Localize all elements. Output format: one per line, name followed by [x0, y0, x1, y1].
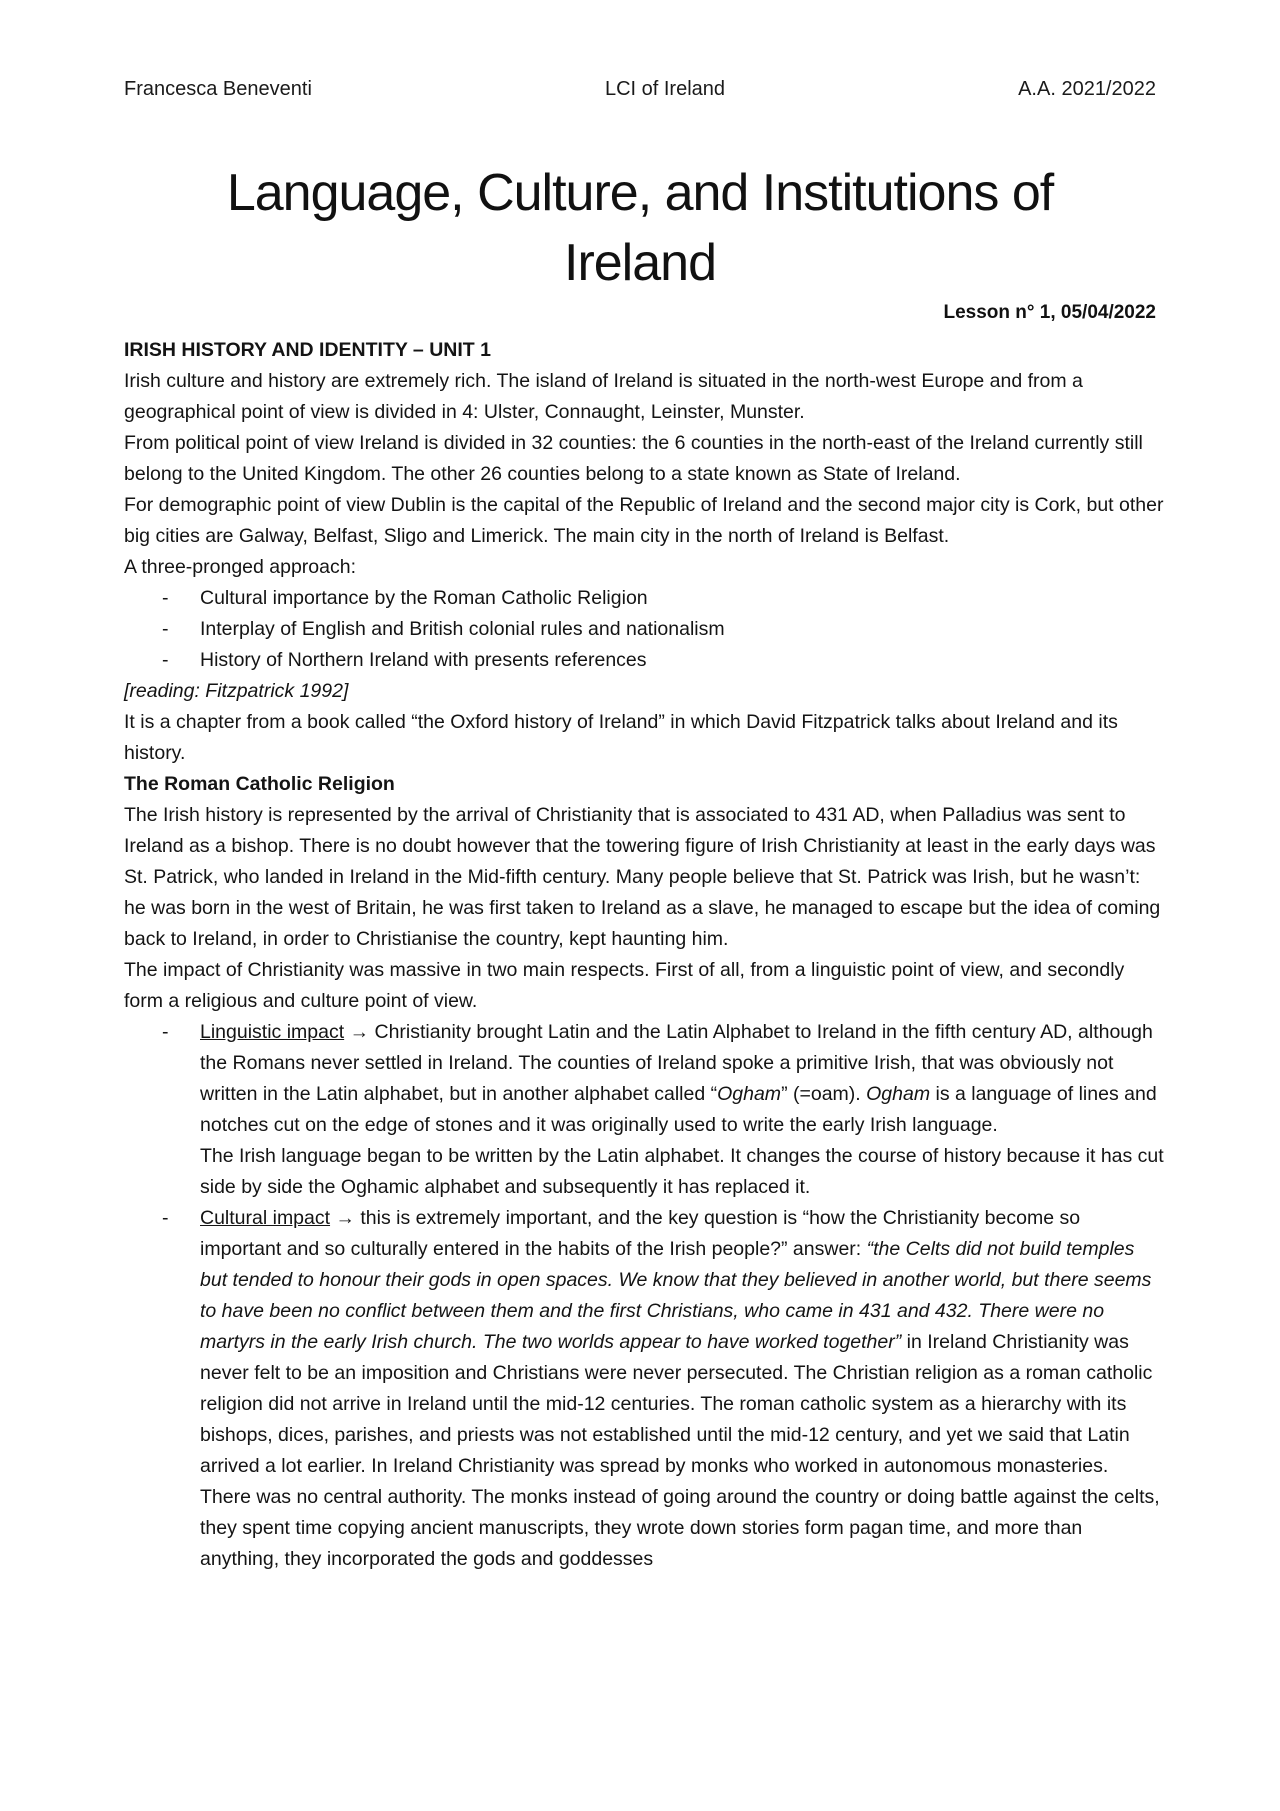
page-header	[124, 78, 1156, 101]
linguistic-impact-label: Linguistic impact	[200, 1021, 345, 1043]
section-heading: IRISH HISTORY AND IDENTITY – UNIT 1	[124, 339, 491, 361]
arrow-icon: →	[335, 1207, 355, 1229]
paragraph-approach-intro: A three-pronged approach:	[124, 556, 357, 578]
header-course: LCI of Ireland	[604, 78, 726, 100]
document-body	[124, 335, 1164, 1575]
ogham-term: Ogham	[717, 1083, 782, 1105]
paragraph-geography: Irish culture and history are extremely rich. The island of Ireland is situated in the north-west Europe and from a geographical point of view is divided in 4: Ulster, Connaught, Leinster, Munster.	[124, 370, 1083, 423]
header-year: A.A. 2021/2022	[1018, 78, 1156, 100]
title-line-2: Ireland	[564, 234, 716, 292]
approach-list	[124, 583, 1164, 676]
bullet-dash: -	[162, 618, 169, 640]
lesson-date: Lesson n° 1, 05/04/2022	[943, 302, 1156, 323]
list-item-cultural-impact	[124, 1203, 1164, 1575]
bullet-dash: -	[162, 649, 169, 671]
list-item-text: History of Northern Ireland with presents references	[200, 649, 647, 671]
arrow-icon: →	[349, 1021, 370, 1043]
list-item-text: Cultural importance by the Roman Catholic Religion	[200, 587, 648, 609]
cultural-impact-label: Cultural impact	[200, 1207, 331, 1229]
header-author: Francesca Beneventi	[124, 78, 312, 100]
cultural-text-a: this is extremely important, and the key question is “how the Christianity become so important and so culturally entered in the habits of the Irish people?” answer:	[200, 1207, 1081, 1260]
paragraph-politics: From political point of view Ireland is divided in 32 counties: the 6 counties in the north-east of the Ireland currently still belong to the United Kingdom. The other 26 counties belong to a state known as State of Ireland.	[124, 432, 1143, 485]
paragraph-impact-intro: The impact of Christianity was massive in two main respects. First of all, from a linguistic point of view, and secondly form a religious and culture point of view.	[124, 959, 1125, 1012]
subheading-roman-catholic: The Roman Catholic Religion	[124, 773, 395, 795]
list-item-text: Interplay of English and British colonial rules and nationalism	[200, 618, 725, 640]
paragraph-reading-description: It is a chapter from a book called “the Oxford history of Ireland” in which David Fitzpatrick talks about Ireland and its history.	[124, 711, 1118, 764]
list-item	[124, 614, 1164, 645]
cultural-text-b: in Ireland Christianity was never felt to be an imposition and Christians were never persecuted. The Christian religion as a roman catholic religion did not arrive in Ireland until the mid-12 centuries. The roman catholic system as a hierarchy with its bishops, dices, parishes, and priests was not established until the mid-12 century, and yet we said that Latin arrived a lot earlier. In Ireland Christianity was spread by monks who worked in autonomous monasteries. There was no central authority. The monks instead of going around the country or doing battle against the celts, they spent time copying ancient manuscripts, they wrote down stories form pagan time, and more than anything, they incorporated the gods and goddesses	[200, 1331, 1160, 1570]
linguistic-text-b: ” (=oam).	[781, 1083, 867, 1105]
list-item	[124, 645, 1164, 676]
cultural-quote: “the Celts did not build temples but tended to honour their gods in open spaces. We know that they believed in another world, but there seems to have been no conflict between them and the first Christians, who came in 431 and 432. There were no martyrs in the early Irish church. The two worlds appear to have worked together”	[200, 1238, 1152, 1353]
paragraph-christianity-arrival: The Irish history is represented by the arrival of Christianity that is associated to 431 AD, when Palladius was sent to Ireland as a bishop. There is no doubt however that the towering figure of Irish Christianity at least in the early days was St. Patrick, who landed in Ireland in the Mid-fifth century. Many people believe that St. Patrick was Irish, but he wasn’t: he was born in the west of Britain, he was first taken to Ireland as a slave, he managed to escape but the idea of coming back to Ireland, in order to Christianise the country, kept haunting him.	[124, 804, 1161, 950]
linguistic-text-d: The Irish language began to be written by the Latin alphabet. It changes the course of history because it has cut side by side the Oghamic alphabet and subsequently it has replaced it.	[200, 1145, 1164, 1198]
bullet-dash: -	[162, 1021, 169, 1043]
document-title	[124, 158, 1156, 298]
reading-reference: [reading: Fitzpatrick 1992]	[124, 680, 349, 702]
bullet-dash: -	[162, 587, 169, 609]
linguistic-text-c: is a language of lines and notches cut on the edge of stones and it was originally used to write the early Irish language.	[200, 1083, 1157, 1136]
bullet-dash: -	[162, 1207, 169, 1229]
linguistic-text-a: Christianity brought Latin and the Latin Alphabet to Ireland in the fifth century AD, although the Romans never settled in Ireland. The counties of Ireland spoke a primitive Irish, that was obviously not written in the Latin alphabet, but in another alphabet called “	[200, 1021, 1153, 1105]
title-line-1: Language, Culture, and Institutions of	[226, 164, 1054, 222]
ogham-term: Ogham	[866, 1083, 931, 1105]
list-item-linguistic-impact	[124, 1017, 1164, 1203]
list-item	[124, 583, 1164, 614]
impact-list	[124, 1017, 1164, 1575]
paragraph-demography: For demographic point of view Dublin is the capital of the Republic of Ireland and the second major city is Cork, but other big cities are Galway, Belfast, Sligo and Limerick. The main city in the north of Ireland is Belfast.	[124, 494, 1164, 547]
